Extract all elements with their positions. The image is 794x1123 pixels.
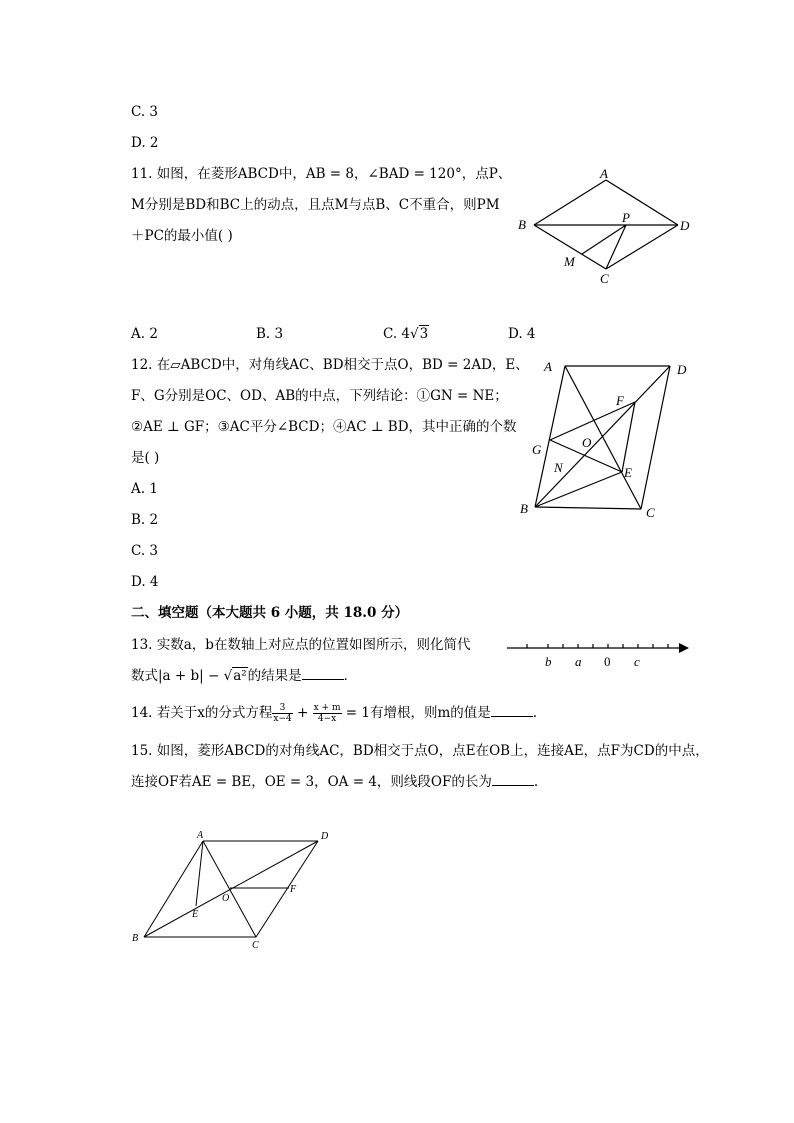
q11-option-c xyxy=(383,325,429,343)
q14-plus: + xyxy=(292,705,313,721)
q13-expression: 数式|a + b| − xyxy=(131,668,224,684)
q11-option-c-sqrt: √3 xyxy=(410,326,429,342)
q12-text-line3: ②AE ⊥ GF；③AC平分∠BCD；④AC ⊥ BD，其中正确的个数 xyxy=(131,419,517,435)
q11-option-c-prefix: C. 4 xyxy=(383,326,411,342)
q12-option-c: C. 3 xyxy=(131,543,159,559)
q12-diagonal-ac xyxy=(565,366,641,509)
q10-option-c: C. 3 xyxy=(131,104,159,120)
q12-label-c: C xyxy=(646,505,655,520)
q11-label-b: B xyxy=(518,217,526,232)
q15-answer-blank[interactable] xyxy=(492,773,534,786)
q12-label-g: G xyxy=(532,442,542,457)
q15-label-f: F xyxy=(290,884,297,895)
q12-segment-fe xyxy=(622,402,635,472)
q11-label-a: A xyxy=(600,166,608,181)
q13-axis-label-zero: 0 xyxy=(604,654,611,669)
q11-text-line2: M分别是BD和BC上的动点，且点M与点B、C不重合，则PM xyxy=(131,197,500,213)
q13-axis-label-b: b xyxy=(545,654,552,669)
q11-label-p: P xyxy=(622,210,630,225)
q10-option-d: D. 2 xyxy=(131,135,159,151)
q13-axis-label-a: a xyxy=(575,654,582,669)
q13-number-line xyxy=(505,636,695,672)
section-heading-fill-in: 二、填空题（本大题共 6 小题，共 18.0 分） xyxy=(131,605,409,621)
q12-label-n: N xyxy=(554,460,563,475)
q12-edge-cb xyxy=(535,507,641,509)
q15-label-c: C xyxy=(252,940,259,951)
q12-option-b: B. 2 xyxy=(131,512,159,528)
q12-label-e: E xyxy=(624,465,632,480)
q13-sqrt: √a² xyxy=(223,668,247,684)
q13-axis-arrow-icon xyxy=(679,643,689,653)
q14-fraction-1: $\frac{3}{x-4}$ xyxy=(273,703,292,724)
q15-edge-dc xyxy=(256,841,318,937)
q11-label-m: M xyxy=(564,254,575,269)
q12-label-d: D xyxy=(677,362,687,377)
q15-edge-ba xyxy=(144,841,203,937)
q13-end-mark: ． xyxy=(343,668,358,684)
q12-option-d: D. 4 xyxy=(131,574,159,590)
q12-label-b: B xyxy=(520,501,528,516)
q15-label-a: A xyxy=(197,830,204,841)
q12-label-f: F xyxy=(616,393,624,408)
q15-label-e: E xyxy=(192,909,199,920)
q12-diagonal-bd xyxy=(535,366,670,507)
q13-answer-blank[interactable] xyxy=(302,667,344,680)
q15-end-mark: . xyxy=(533,774,539,790)
q15-label-o: O xyxy=(222,893,230,904)
q13-result-text: 的结果是 xyxy=(247,668,302,684)
q14-prefix: 14. 若关于x的分式方程 xyxy=(131,705,273,721)
q11-label-c: C xyxy=(600,271,609,286)
q12-parallelogram-figure xyxy=(518,355,698,525)
q14-text xyxy=(131,703,537,724)
q12-label-a: A xyxy=(544,359,552,374)
q12-text-line1: 12. 在▱ABCD中，对角线AC、BD相交于点O，BD = 2AD，E、 xyxy=(131,357,529,373)
q11-rhombus-figure xyxy=(510,162,700,292)
q14-answer-blank[interactable] xyxy=(491,704,533,717)
q12-option-a: A. 1 xyxy=(131,481,158,497)
q13-text-line2 xyxy=(131,667,357,685)
q15-text-line1: 15. 如图，菱形ABCD的对角线AC，BD相交于点O，点E在OB上，连接AE，点F为CD的中点， xyxy=(131,743,709,759)
q13-text-line1: 13. 实数a，b在数轴上对应点的位置如图所示，则化简代 xyxy=(131,637,471,653)
q13-axis-label-c: c xyxy=(634,654,640,669)
q14-end-mark: . xyxy=(532,705,538,721)
q15-text-line2-body: 连接OF若AE = BE，OE = 3，OA = 4，则线段OF的长为 xyxy=(131,774,492,790)
q12-text-line4: 是( ) xyxy=(131,450,160,466)
q15-label-d: D xyxy=(321,831,329,842)
q14-fraction-2: $\frac{x + m}{4-x}$ xyxy=(313,703,341,724)
q12-label-o: O xyxy=(582,435,592,450)
q11-text-line1: 11. 如图，在菱形ABCD中，AB = 8，∠BAD = 120°，点P、 xyxy=(131,166,512,182)
q12-edge-dc xyxy=(641,366,670,509)
q11-edge-ab xyxy=(534,180,606,225)
q15-label-b: B xyxy=(132,933,139,944)
q15-text-line2 xyxy=(131,773,538,791)
q15-diagonal-ac xyxy=(203,841,256,937)
q11-option-a: A. 2 xyxy=(131,326,158,342)
q11-label-d: D xyxy=(680,218,690,233)
q14-suffix: = 1有增根，则m的值是 xyxy=(341,705,491,721)
q11-option-d: D. 4 xyxy=(508,326,536,342)
q12-edge-ba xyxy=(535,366,565,507)
q11-edge-ad xyxy=(606,180,678,225)
q11-option-b: B. 3 xyxy=(256,326,284,342)
q15-rhombus-figure xyxy=(128,826,338,952)
q12-segment-be xyxy=(535,472,622,507)
q11-text-line3: ＋PC的最小值( ) xyxy=(131,228,233,244)
q12-text-line2: F、G分别是OC、OD、AB的中点，下列结论：①GN = NE； xyxy=(131,388,508,404)
